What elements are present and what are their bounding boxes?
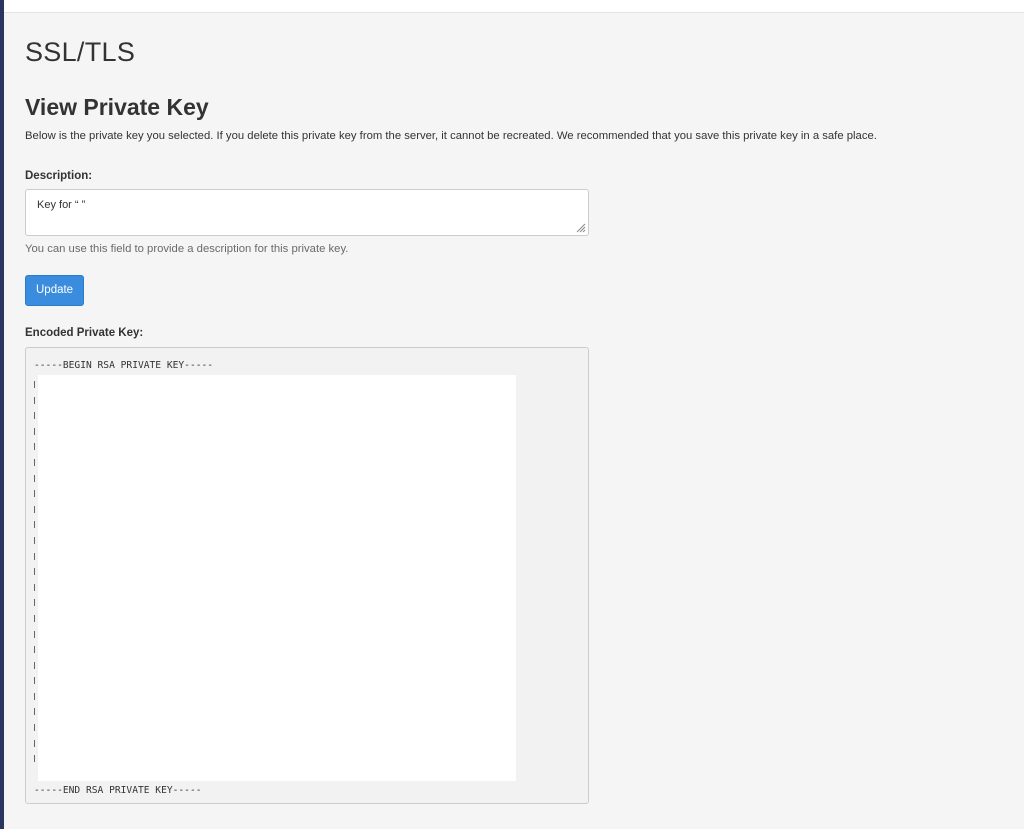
resize-handle-icon[interactable]	[575, 222, 586, 233]
description-value: Key for “ ”	[37, 199, 86, 211]
encoded-key-label: Encoded Private Key:	[25, 327, 144, 339]
section-title: View Private Key	[25, 94, 209, 120]
key-end-line: -----END RSA PRIVATE KEY-----	[34, 785, 202, 796]
description-label: Description:	[25, 170, 93, 182]
description-help: You can use this field to provide a description for this private key.	[25, 243, 349, 255]
intro-text: Below is the private key you selected. If you delete this private key from the server, it cannot be recreated. We recommended that you save this private key in a safe place.	[25, 130, 877, 142]
encoded-key-textarea[interactable]	[25, 347, 589, 804]
left-rail	[0, 0, 4, 829]
top-bar	[4, 0, 1024, 13]
page-title: SSL/TLS	[25, 37, 136, 67]
description-textarea[interactable]	[25, 189, 589, 236]
update-button[interactable]: Update	[25, 275, 84, 306]
main-content	[25, 14, 1010, 804]
redacted-area	[38, 375, 516, 781]
key-begin-line: -----BEGIN RSA PRIVATE KEY-----	[34, 360, 214, 371]
